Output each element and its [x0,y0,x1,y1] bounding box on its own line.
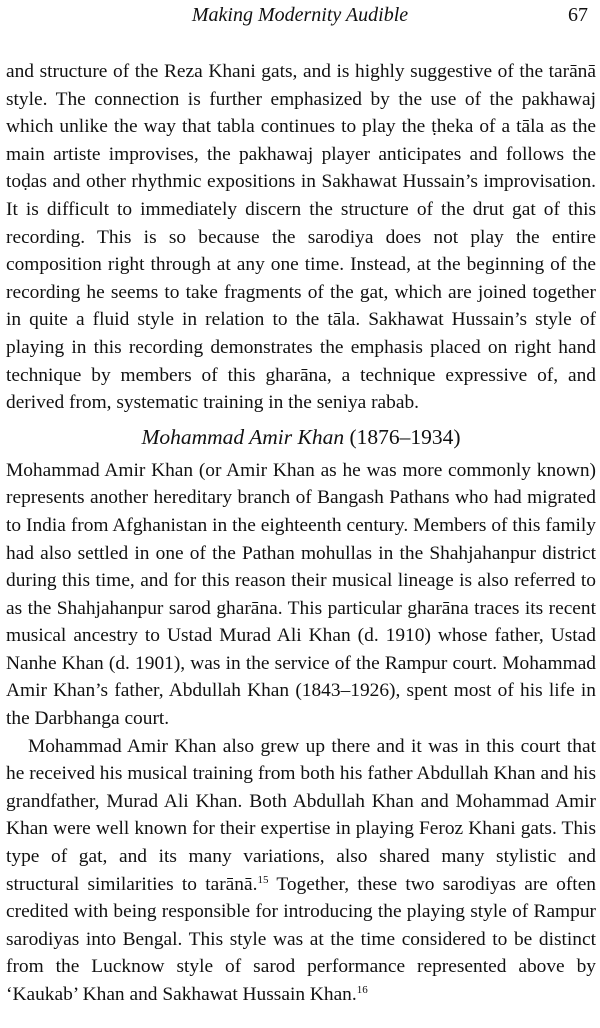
section-heading [6,419,596,455]
page-number: 67 [568,4,588,26]
body-text [6,58,596,1009]
section-heading-dates: (1876–1934) [349,424,461,449]
paragraph-continued: and structure of the Reza Khani gats, and is highly suggestive of the tarānā style. The connection is further emphasized by the use of the pakhawaj which unlike the way that tabla continues to play the ṭheka of a tāla as the main artiste improvises, the pakhawaj player anticipates and follows the toḍas and other rhythmic expositions in Sakhawat Hussain’s improvisation. It is difficult to immediately discern the structure of the drut gat of this recording. This is so because the sarodiya does not play the entire composition right through at any one time. Instead, at the beginning of the recording he seems to take fragments of the gat, which are joined together in quite a fluid style in relation to the tāla. Sakhawat Hussain’s style of playing in this recording demonstrates the emphasis placed on right hand technique by members of this gharāna, a technique expressive of, and derived from, systematic training in the seniya rabab. [6,61,596,414]
paragraph-text: Mohammad Amir Khan also grew up there and it was in this court that he received his musical training from both his father Abdullah Khan and his grandfather, Murad Ali Khan. Both Abdullah Khan and Mohammad Amir Khan were well known for their expertise in playing Feroz Khani gats. This type of gat, and its many variations, also shared many stylistic and structural similarities to tarānā. [6,735,596,895]
page-header [0,2,600,30]
paragraph-text: Together, these two sarodiyas are often credited with being responsible for introducing the playing style of Rampur sarodiyas into Bengal. This style was at the time considered to be distinct from the Lucknow style of sarod performance represented above by ‘Kaukab’ Khan and Sakhawat Hussain Khan. [6,873,596,1005]
footnote-ref: 16 [356,984,368,996]
footnote-ref: 15 [257,873,269,886]
paragraph [6,733,596,1009]
running-title: Making Modernity Audible [191,4,409,26]
section-heading-name: Mohammad Amir Khan [141,424,345,449]
paragraph: Mohammad Amir Khan (or Amir Khan as he was more commonly known) represents another hereditary branch of Bangash Pathans who had migrated to India from Afghanistan in the eighteenth century. Members of this family had also settled in one of the Pathan mohullas in the Shahjahanpur district during this time, and for this reason their musical lineage is also referred to as the Shahjahanpur sarod gharāna. This particular gharāna traces its recent musical ancestry to Ustad Murad Ali Khan (d. 1910) whose father, Ustad Nanhe Khan (d. 1901), was in the service of the Rampur court. Mohammad Amir Khan’s father, Abdullah Khan (1843–1926), spent most of his life in the Darbhanga court. [6,459,596,730]
